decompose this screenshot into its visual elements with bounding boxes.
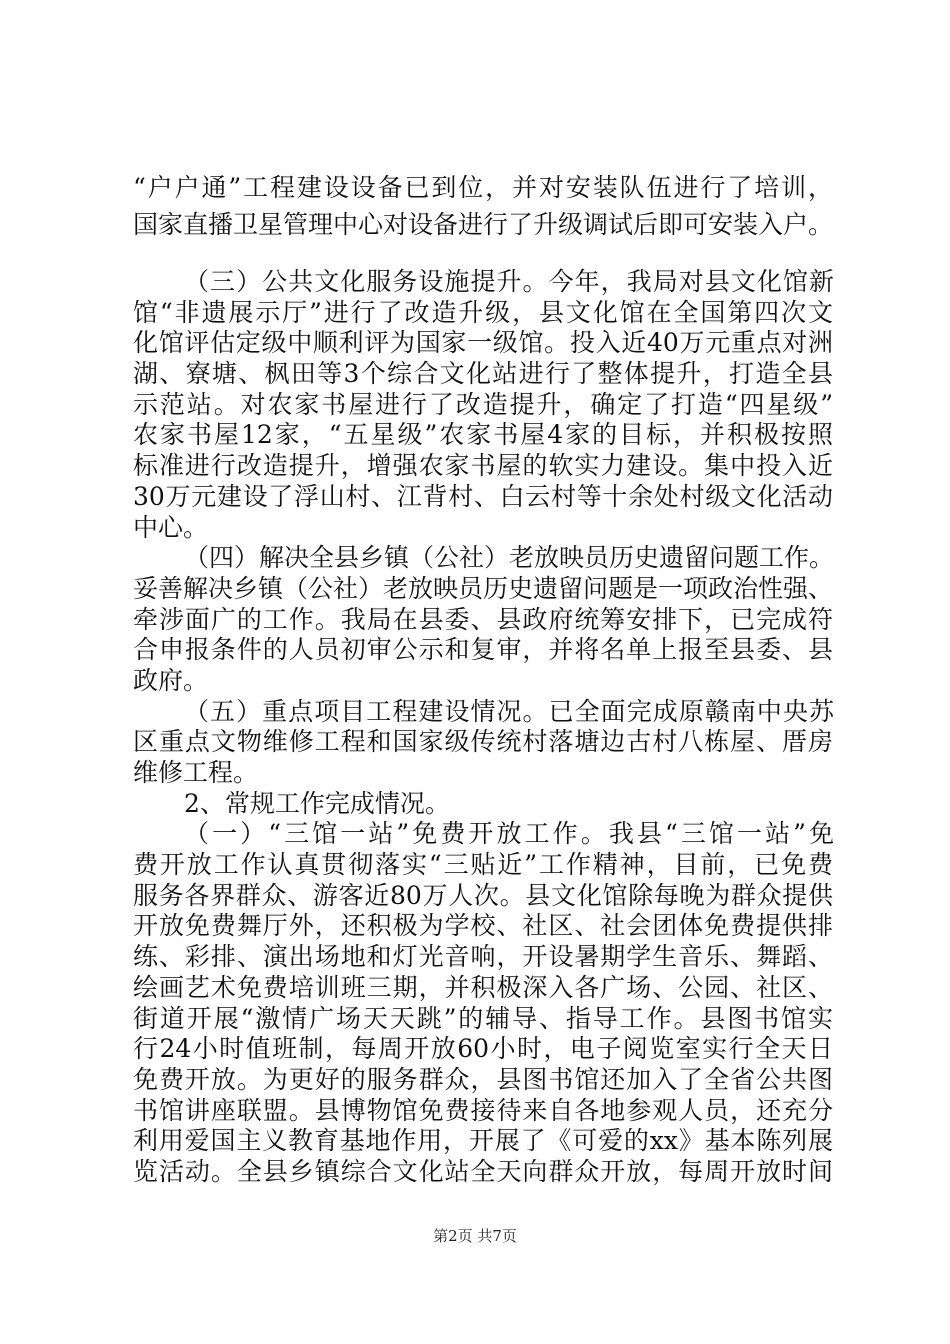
text-line: 费开放工作认真贯彻落实“三贴近”工作精神，目前，已免费: [133, 850, 833, 879]
text-line: （四）解决全县乡镇（公社）老放映员历史遗留问题工作。: [184, 543, 834, 572]
text-line: 示范站。对农家书屋进行了改造提升，确定了打造“四星级”: [133, 390, 833, 419]
text-line: 行24小时值班制，每周开放60小时，电子阅览室实行全天日: [133, 1034, 833, 1063]
text-line: 开放免费舞厅外，还积极为学校、社区、社会团体免费提供排: [133, 911, 833, 940]
text-line: （一）“三馆一站”免费开放工作。我县“三馆一站”免: [184, 819, 834, 848]
text-line: 书馆讲座联盟。县博物馆免费接待来自各地参观人员，还充分: [133, 1096, 833, 1125]
text-line: 2、常规工作完成情况。: [184, 789, 450, 818]
text-line: （五）重点项目工程建设情况。已全面完成原赣南中央苏: [184, 697, 834, 726]
text-line: “户户通”工程建设设备已到位，并对安装队伍进行了培训，: [133, 173, 833, 202]
text-line: 中心。: [133, 513, 209, 542]
text-line: 合申报条件的人员初审公示和复审，并将名单上报至县委、县: [133, 635, 833, 664]
text-line: 农家书屋12家，“五星级”农家书屋4家的目标，并积极按照: [133, 420, 833, 449]
text-line: 湖、寮塘、枫田等3个综合文化站进行了整体提升，打造全县: [133, 359, 833, 388]
text-line: （三）公共文化服务设施提升。今年，我局对县文化馆新: [184, 267, 834, 296]
text-line: 绘画艺术免费培训班三期，并积极深入各广场、公园、社区、: [133, 973, 833, 1002]
text-line: 览活动。全县乡镇综合文化站全天向群众开放，每周开放时间: [133, 1157, 833, 1186]
text-line: 妥善解决乡镇（公社）老放映员历史遗留问题是一项政治性强、: [133, 574, 833, 603]
text-line: 区重点文物维修工程和国家级传统村落塘边古村八栋屋、厝房: [133, 727, 833, 756]
text-line: 馆“非遗展示厅”进行了改造升级，县文化馆在全国第四次文: [133, 298, 833, 327]
text-line: 维修工程。: [133, 758, 259, 787]
page-footer: 第2页 共7页: [433, 1227, 517, 1245]
text-line: 利用爱国主义教育基地作用，开展了《可爱的xx》基本陈列展: [133, 1126, 833, 1155]
text-line: 化馆评估定级中顺利评为国家一级馆。投入近40万元重点对洲: [133, 328, 833, 357]
text-line: 标准进行改造提升，增强农家书屋的软实力建设。集中投入近: [133, 451, 833, 480]
text-line: 练、彩排、演出场地和灯光音响，开设暑期学生音乐、舞蹈、: [133, 942, 833, 971]
text-line: 国家直播卫星管理中心对设备进行了升级调试后即可安装入户。: [133, 210, 833, 239]
text-line: 政府。: [133, 666, 209, 695]
text-line: 免费开放。为更好的服务群众，县图书馆还加入了全省公共图: [133, 1065, 833, 1094]
text-line: 牵涉面广的工作。我局在县委、县政府统筹安排下，已完成符: [133, 605, 833, 634]
text-line: 30万元建设了浮山村、江背村、白云村等十余处村级文化活动: [133, 482, 833, 511]
text-line: 服务各界群众、游客近80万人次。县文化馆除每晚为群众提供: [133, 881, 833, 910]
text-line: 街道开展“激情广场天天跳”的辅导、指导工作。县图书馆实: [133, 1004, 833, 1033]
